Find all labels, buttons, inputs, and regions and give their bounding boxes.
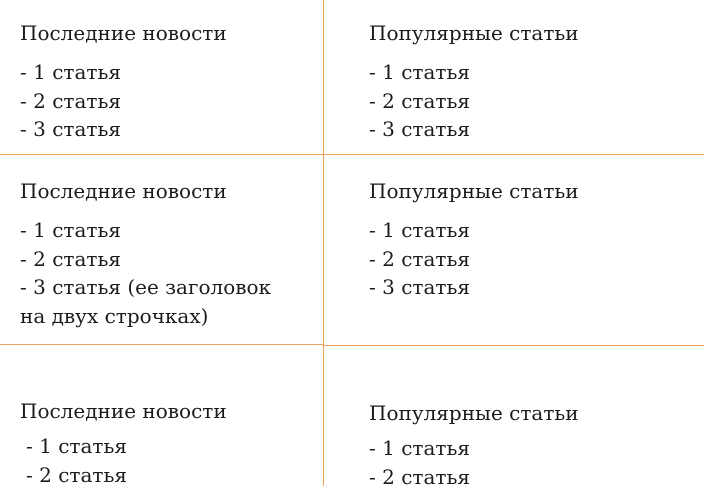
popular-articles-list — [369, 216, 649, 302]
list-item: - 3 статья — [369, 273, 649, 302]
list-item: - 3 статья — [20, 115, 300, 144]
popular-articles-list — [369, 434, 649, 491]
latest-news-list — [20, 432, 300, 489]
popular-articles-list — [369, 58, 649, 144]
popular-articles-title: Популярные статьи — [369, 179, 649, 203]
popular-articles-block-1 — [369, 21, 649, 144]
list-item: - 1 статья — [26, 432, 300, 461]
list-item: - 1 статья — [20, 216, 300, 245]
list-item: - 2 статья — [20, 245, 300, 274]
list-item: - 2 статья — [369, 87, 649, 116]
latest-news-block-2 — [20, 179, 300, 330]
list-item: - 3 статья (ее заголовок на двух строчках) — [20, 273, 290, 330]
horizontal-divider-2-right — [323, 345, 704, 346]
list-item: - 2 статья — [369, 245, 649, 274]
latest-news-title: Последние новости — [20, 21, 300, 45]
popular-articles-block-2 — [369, 179, 649, 302]
popular-articles-title: Популярные статьи — [369, 401, 649, 425]
list-item: - 2 статья — [20, 87, 300, 116]
list-item: - 1 статья — [369, 434, 649, 463]
latest-news-title: Последние новости — [20, 399, 300, 423]
latest-news-title: Последние новости — [20, 179, 300, 203]
horizontal-divider-1 — [0, 154, 704, 155]
list-item: - 1 статья — [369, 58, 649, 87]
popular-articles-title: Популярные статьи — [369, 21, 649, 45]
list-item: - 3 статья — [369, 115, 649, 144]
horizontal-divider-2-left — [0, 344, 323, 345]
latest-news-block-1 — [20, 21, 300, 144]
latest-news-block-3 — [20, 399, 300, 489]
list-item: - 2 статья — [369, 463, 649, 491]
list-item: - 1 статья — [20, 58, 300, 87]
latest-news-list — [20, 216, 300, 330]
vertical-divider — [323, 0, 324, 486]
list-item: - 2 статья — [26, 461, 300, 490]
list-item: - 1 статья — [369, 216, 649, 245]
popular-articles-block-3 — [369, 401, 649, 491]
latest-news-list — [20, 58, 300, 144]
